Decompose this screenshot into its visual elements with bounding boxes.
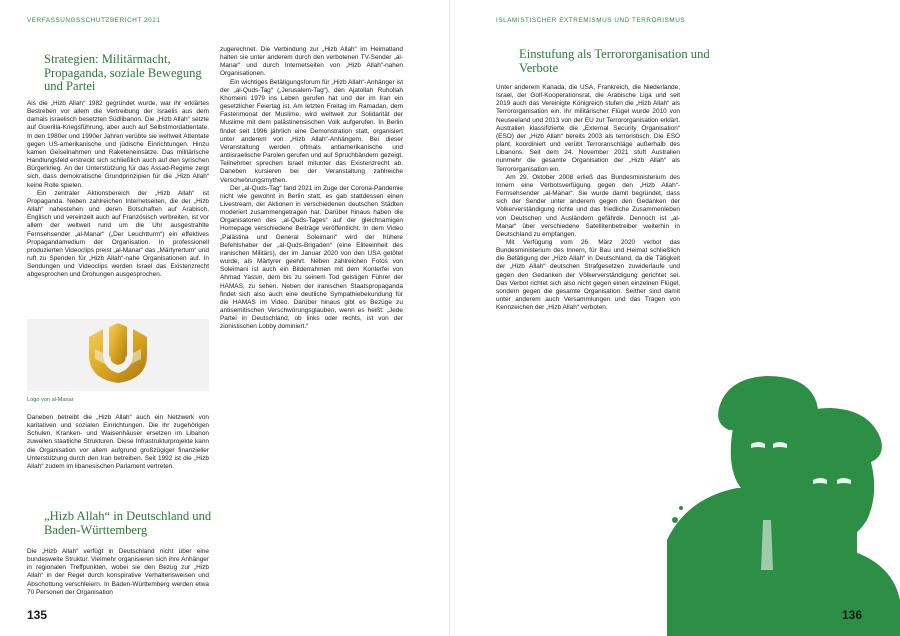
- heading-strategies: Strategien: Militärmacht, Propaganda, soziale Bewegung und Partei: [44, 52, 202, 93]
- paragraph: Ein wichtiges Betätigungsforum für „Hizb Allah“-Anhänger ist der „al-Quds-Tag“ („Jerusalem-Tag“), den Ajatollah Ruhollah Khomeini 1979 ins Leben gerufen hat und der im Iran ein gesetzlicher Feiertag ist. Am letzten Freitag im Ramadan, dem Fastenmonat der Muslime, wird weltweit zur Solidarität der Muslime mit dem palästinensischen Volk aufgerufen. In Berlin findet seit 1996 jährlich eine Demonstration statt, organisiert unter anderem von „Hizb Allah“-Anhängern. Bei dieser Veranstaltung werden oftmals antiamerikanische und antiisraelische Parolen gerufen und auf Spruchbändern gezeigt. Teilnehmer sprechen Israel mitunter das Existenzrecht ab. Daneben kursieren bei der Veranstaltung zahlreiche Verschwörungsmythen.: [220, 78, 403, 184]
- running-head-right: ISLAMISTISCHER EXTREMISMUS UND TERRORISMUS: [496, 17, 686, 24]
- column-1-top: [27, 100, 209, 279]
- paragraph: Mit Verfügung vom 26. März 2020 verbot das Bundesministerium des Innern, für Bau und Heimat schließlich die Betätigung der „Hizb Allah“ in Deutschland, da die Tätigkeit der „Hizb Allah“ deutschen Strafgesetzen zuwiderlaufe und gegen den Gedanken der Völkerverständigung gerichtet sei. Das Verbot richtet sich also nicht gegen einen einzelnen Flügel, sondern gegen die gesamte Organisation. Seither sind damit unter anderem auch Versammlungen und das Tragen von Kennzeichen der „Hizb Allah“ verboten.: [496, 238, 680, 312]
- paragraph: Ein zentraler Aktionsbereich der „Hizb Allah“ ist Propaganda. Neben zahlreichen Internetseiten, die der „Hizb Allah“ nahestehen und deren Botschaften auf Arabisch, Englisch und vereinzelt auch auf Französisch verbreiten, ist vor allem der weltweit rund um die Uhr ausgestrahlte Fernsehsender „al-Manar“ („Der Leuchtturm“) ein effektives Propagandamedium der Organisation. In professionell produzierten Videoclips preist „al-Manar“ das „Märtyrertum“ und ruft zu Spenden für „Hizb Allah“-nahe Organisationen auf. In Sendungen und Videoclips werden Israel das Existenzrecht abgesprochen und Drohungen ausgesprochen.: [27, 189, 209, 279]
- logo-caption: Logo von al-Manar: [27, 397, 74, 403]
- paragraph: Unter anderem Kanada, die USA, Frankreich, die Niederlande, Israel, der Golf-Kooperationsrat, die Arabische Liga und seit 2019 auch das Vereinigte Königreich stufen die „Hizb Allah“ als Terrororganisation ein. Ihr militärischer Flügel wurde 2010 von Neuseeland und 2013 von der EU zur Terrororganisation erklärt. Australien klassifizierte die „External Security Organisation“ (ESO) der „Hizb Allah“ bereits 2003 als terroristisch. Die ESO plant, koordiniert und verübt Terroranschläge außerhalb des Libanons. Seit dem 24. November 2021 stuft Australien nunmehr die gesamte Organisation der „Hizb Allah“ als Terrororganisation ein.: [496, 84, 680, 173]
- paragraph: Am 29. Oktober 2008 erließ das Bundesministerium des Innern eine Verbotsverfügung gegen den „Hizb Allah“-Fernsehsender „al-Manar“. Sie wurde damit begründet, dass sich der Sender unter anderem gegen den Gedanken der Völkerverständigung richte und das friedliche Zusammenleben von Deutschen und Ausländern gefährde. Dennoch ist „al-Manar“ über verschiedene Satellitenbetreiber weiterhin in Deutschland zu empfangen.: [496, 173, 680, 238]
- al-manar-logo: [81, 323, 155, 387]
- running-head-left: VERFASSUNGSSCHUTZBERICHT 2021: [27, 17, 161, 24]
- paragraph: Die „Hizb Allah“ verfügt in Deutschland nicht über eine bundesweite Struktur. Vielmehr organisieren sich ihre Anhänger in regionalen Treffpunkten, wobei sie den Bezug zur „Hizb Allah“ in der Regel durch konspirative Verhaltensweisen und Abschottung verschleiern. In Baden-Württemberg werden etwa 70 Personen der Organisation: [27, 548, 209, 596]
- green-portrait-illustration: [667, 370, 900, 636]
- paragraph: zugerechnet. Die Verbindung zur „Hizb Allah“ im Heimatland halten sie unter anderem durch den verbotenen TV-Sender „al-Manar“ und durch Internetseiten von „Hizb Allah“-nahen Organisationen.: [220, 46, 403, 78]
- page-number-left: 135: [27, 608, 48, 622]
- column-1-bottom: [27, 548, 209, 597]
- page-number-right: 136: [842, 608, 863, 622]
- right-page: [450, 0, 900, 636]
- column-2: [220, 46, 403, 331]
- paragraph: Als die „Hizb Allah“ 1982 gegründet wurde, war ihr erklärtes Bestreben vor allem die Vertreibung der Israelis aus dem damals israelisch besetzten Südlibanon. Die „Hizb Allah“ setzte auf Guerilla-Kriegsführung, aber auch auf Selbstmordattentate. In den 1980er und 1990er Jahren verübte sie weltweit Attentate gegen US-amerikanische und jüdische Einrichtungen. Hinzu kamen Geiselnahmen und Raketeneinsätze. Das militärische Handlungsfeld erstreckt sich schließlich auch auf den syrischen Bürgerkrieg. An der Unterstützung für das Assad-Regime zeigt sich, dass demokratische Grundprinzipien für die „Hizb Allah“ keine Rolle spielen.: [27, 100, 209, 189]
- column-1-middle: [27, 414, 209, 471]
- paragraph: Daneben betreibt die „Hizb Allah“ auch ein Netzwerk von karitativen und sozialen Einrichtungen. Die ihr zugehörigen Schulen, Kranken- und Waisenhäuser ersetzen im Libanon zuweilen staatliche Strukturen. Diese Infrastrukturprojekte kann die Organisation vor allem aufgrund großzügiger finanzieller Unterstützung durch den Iran betreiben. Seit 1992 ist die „Hizb Allah“ zudem im libanesischen Parlament vertreten.: [27, 414, 209, 470]
- paragraph: Der „al-Quds-Tag“ fand 2021 im Zuge der Corona-Pandemie nicht wie gewohnt in Berlin statt, es gab stattdessen einen Livestream, der Aktionen in verschiedenen deutschen Städten moderiert zusammengetragen hat. Darüber hinaus haben die Organisatoren des „al-Quds-Tages“ auf der gleichnamigen Homepage verschiedene Beiträge veröffentlicht. In dem Video „Palästina und General Soleimani“ wird der frühere Befehlshaber der „al-Quds-Brigaden“ (eine Eliteeinheit des iranischen Militärs), der im Januar 2020 von den USA getötet wurde, als Märtyrer geehrt. Neben zahlreichen Fotos von Soleimani ist auch ein Bilderrahmen mit dem Konterfei von Ahmad Yassin, dem bis zu seinem Tod geistigen Führer der HAMAS, zu sehen. Neben der iranischen Staatspropaganda findet sich also auch eine deutliche Sympathiebekundung für die HAMAS im Video. Darüber hinaus gibt es Bezüge zu antisemitischen Verschwörungsglauben, wenn es heißt: „Jede Partei in Deutschland, ob links oder rechts, ist von der zionistischen Lobby dominiert.“: [220, 184, 403, 331]
- column-3: [496, 84, 680, 312]
- heading-classification: Einstufung als Terrororganisation und Verbote: [519, 47, 710, 75]
- al-manar-logo-image: [27, 319, 209, 391]
- heading-hizb-germany: „Hizb Allah“ in Deutschland und Baden-Württemberg: [44, 509, 212, 537]
